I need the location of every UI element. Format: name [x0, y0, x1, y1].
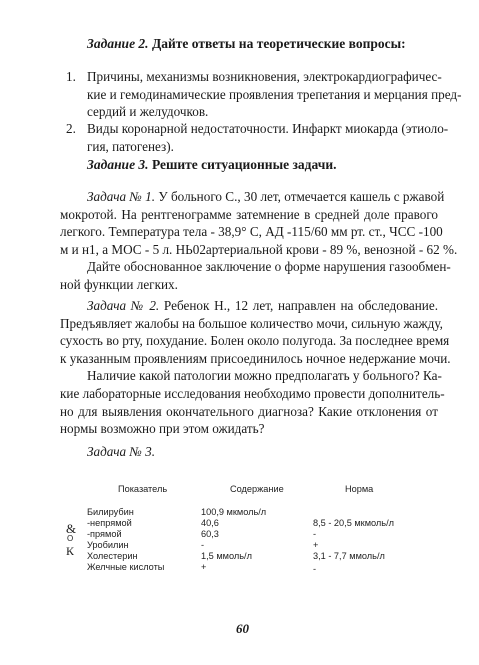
problem-2-line: Предъявляет жалобы на большое количество мочи, сильную жажду, — [60, 315, 443, 331]
table-row-value: 60,3 — [201, 529, 219, 539]
problem-1-line: мокротой. На рентгенограмме затемнение в средней доле правого — [60, 206, 438, 222]
task2-item-1-line: сердий и желудочков. — [87, 104, 209, 120]
table-row-norm: - — [313, 564, 317, 574]
problem-2-line: нормы возможно при этом ожидать? — [60, 421, 265, 437]
table-row-name: Билирубин — [87, 507, 134, 517]
table-row-value: 1,5 ммоль/л — [201, 551, 252, 561]
table-row-value: 100,9 мкмоль/л — [201, 507, 267, 517]
problem-1-line: Дайте обоснованное заключение о форме нарушения газообмен- — [87, 259, 451, 275]
side-mark: & — [66, 521, 77, 536]
problem-3-label: Задача № 3. — [87, 444, 156, 459]
task2-item-1-line: Причины, механизмы возникновения, электрокардиографичес- — [87, 69, 442, 84]
table-header-value: Содержание — [230, 484, 284, 494]
problem-2-line: Ребенок Н., 12 лет, направлен на обследование. — [159, 298, 438, 313]
table-header-norm: Норма — [345, 484, 374, 494]
task2-title-text: Дайте ответы на теоретические вопросы: — [148, 36, 406, 51]
table-row-norm: 8,5 - 20,5 мкмоль/л — [313, 518, 394, 528]
problem-2-line: кие лабораторные исследования необходимо провести дополнитель- — [60, 385, 445, 401]
problem-1-line: м и н1, а МОС - 5 л. НЬ02артериальной крови - 89 %, венозной - 62 %. — [60, 241, 458, 257]
task2-item-2-line: Виды коронарной недостаточности. Инфаркт миокарда (этиоло- — [87, 121, 449, 136]
table-row-value: 40,6 — [201, 518, 219, 528]
task2-item-1-number: 1. — [66, 69, 76, 84]
side-mark: К — [66, 544, 75, 558]
page-number: 60 — [236, 621, 249, 636]
table-row-norm: 3,1 - 7,7 ммоль/л — [313, 551, 385, 561]
problem-1-line: легкого. Температура тела - 38,9° С, АД -115/60 мм рт. ст., ЧСС -100 — [60, 224, 443, 240]
table-row-name: Желчные кислоты — [87, 562, 165, 572]
table-row-value: - — [201, 540, 205, 550]
table-row-name: Холестерин — [87, 551, 138, 561]
table-row-name: -непрямой — [87, 518, 132, 528]
table-header-indicator: Показатель — [118, 484, 168, 494]
problem-2-label: Задача № 2. — [87, 298, 160, 313]
task3-title-text: Решите ситуационные задачи. — [148, 157, 337, 172]
task2-item-1-line: кие и гемодинамические проявления трепетания и мерцания пред- — [87, 86, 462, 102]
task2-item-2-number: 2. — [66, 121, 76, 136]
problem-2-line: к указанным проявлениям присоединилось ночное недержание мочи. — [60, 350, 451, 366]
task2-title-label: Задание 2. — [87, 36, 149, 51]
table-row-value: + — [201, 562, 207, 572]
problem-2-line: но для выявления окончательного диагноза? Какие отклонения от — [60, 403, 438, 419]
table-row-norm: + — [313, 540, 319, 550]
task3-title-label: Задание 3. — [87, 157, 149, 172]
table-row-norm: - — [313, 529, 317, 539]
problem-2-line: сухость во рту, похудание. Болен около полугода. За последнее время — [60, 333, 450, 349]
table-row-name: Уробилин — [87, 540, 129, 550]
problem-2-line: Наличие какой патологии можно предполагать у больного? Ка- — [87, 368, 442, 384]
problem-1-line: У больного С., 30 лет, отмечается кашель с ржавой — [155, 189, 445, 204]
problem-1-line: ной функции легких. — [60, 276, 178, 292]
side-mark: О — [67, 534, 74, 543]
task2-item-2-line: гия, патогенез). — [87, 138, 174, 154]
table-row-name: -прямой — [87, 529, 122, 539]
problem-1-label: Задача № 1. — [87, 189, 156, 204]
